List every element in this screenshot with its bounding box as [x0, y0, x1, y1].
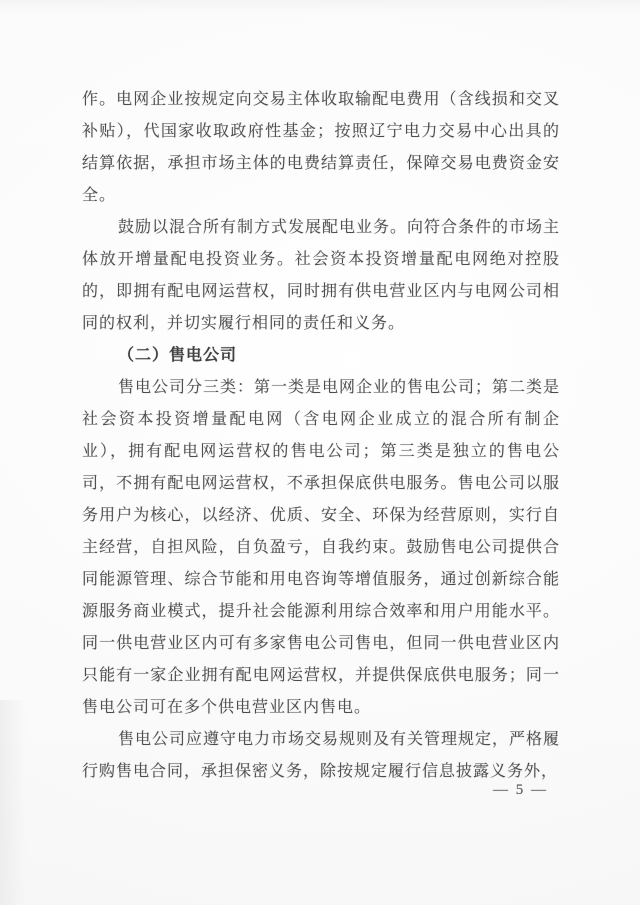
body-paragraph-sales-companies: 售电公司分三类：第一类是电网企业的售电公司；第二类是社会资本投资增量配电网（含电网企业成立的混合所有制企业），拥有配电网运营权的售电公司；第三类是独立的售电公司，不拥有配电网运营权，不承担保底供电服务。售电公司以服务用户为核心，以经济、优质、安全、环保为经营原则，实行自主经营，自担风险，自负盈亏，自我约束。鼓励售电公司提供合同能源管理、综合节能和用电咨询等增值服务，通过创新综合能源服务商业模式，提升社会能源利用综合效率和用户用能水平。同一供电营业区内可有多家售电公司售电，但同一供电营业区内只能有一家企业拥有配电网运营权，并提供保底供电服务；同一售电公司可在多个供电营业区内售电。 [82, 379, 561, 716]
body-paragraph-rules: 售电公司应遵守电力市场交易规则及有关管理规定，严格履行购售电合同，承担保密义务，除按规定履行信息披露义务外， [82, 731, 561, 780]
scan-artifact-left [0, 700, 26, 905]
body-paragraph-distribution: 鼓励以混合所有制方式发展配电业务。向符合条件的市场主体放开增量配电投资业务。社会资本投资增量配电网绝对控股的，即拥有配电网运营权，同时拥有供电营业区内与电网公司相同的权利，并切实履行相同的责任和义务。 [82, 219, 561, 332]
page-number: — 5 — [493, 782, 548, 798]
continuation-paragraph: 作。电网企业按规定向交易主体收取输配电费用（含线损和交叉补贴），代国家收取政府性基金；按照辽宁电力交易中心出具的结算依据，承担市场主体的电费结算责任，保障交易电费资金安全。 [82, 91, 560, 204]
scan-artifact-top [0, 0, 640, 14]
section-heading: （二）售电公司 [118, 347, 238, 364]
document-body [82, 84, 560, 788]
